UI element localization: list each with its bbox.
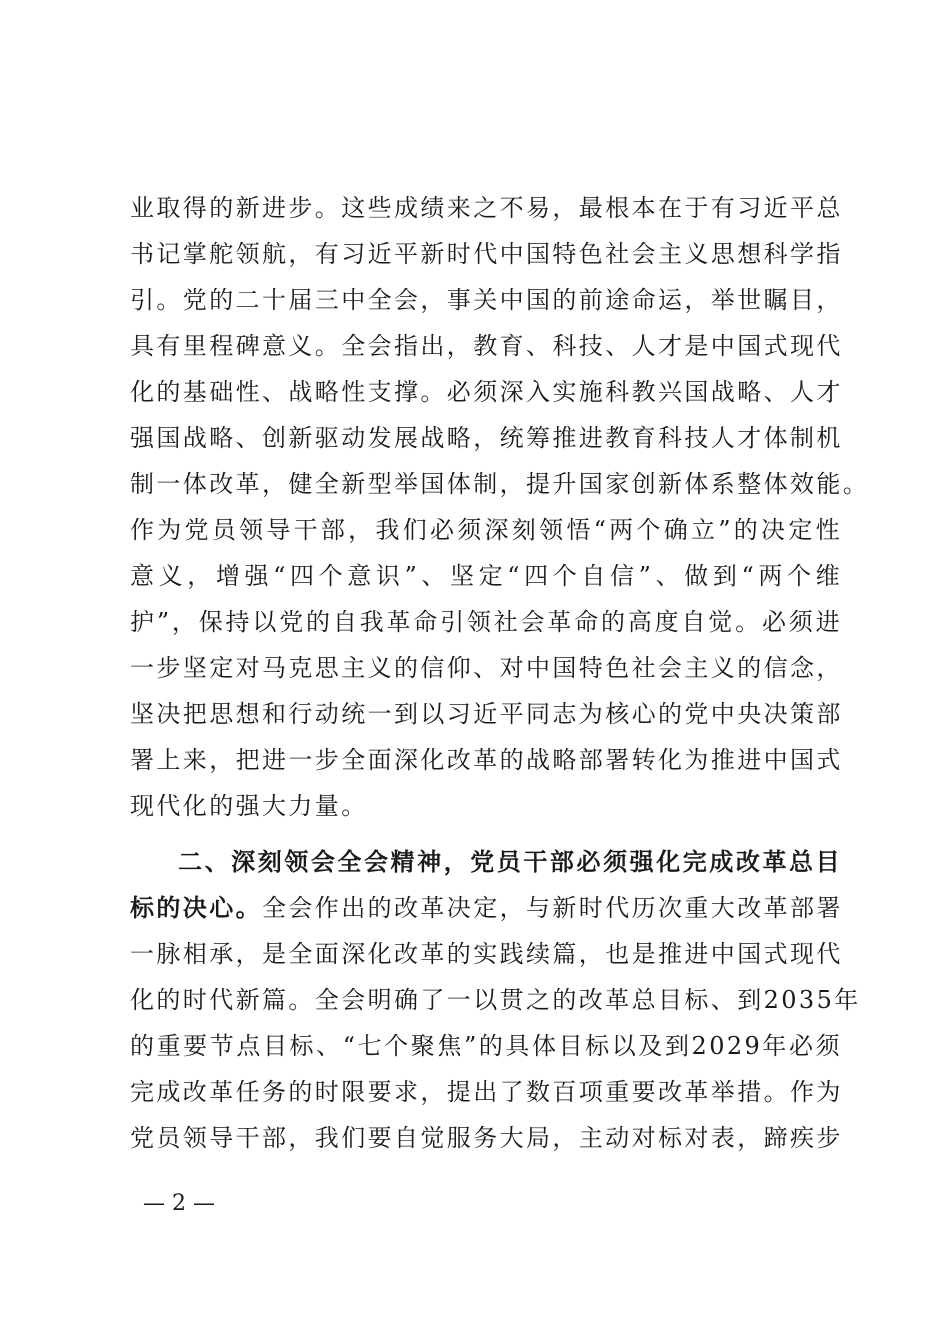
paragraph-line: 党员领导干部，我们要自觉服务大局，主动对标对表，蹄疾步 (130, 1124, 843, 1152)
paragraph-line: 一步坚定对马克思主义的信仰、对中国特色社会主义的信念， (130, 654, 843, 682)
paragraph-line: 业取得的新进步。这些成绩来之不易，最根本在于有习近平总 (130, 194, 843, 222)
paragraph-line: 书记掌舵领航，有习近平新时代中国特色社会主义思想科学指 (130, 240, 843, 268)
paragraph-line: 完成改革任务的时限要求，提出了数百项重要改革举措。作为 (130, 1078, 843, 1106)
section-heading-line (130, 839, 842, 885)
paragraph-line: 化的时代新篇。全会明确了一以贯之的改革总目标、到2035年 (130, 986, 861, 1014)
paragraph-line: 化的基础性、战略性支撑。必须深入实施科教兴国战略、人才 (130, 378, 843, 406)
paragraph-line: 署上来，把进一步全面深化改革的战略部署转化为推进中国式 (130, 746, 843, 774)
paragraph-line: 现代化的强大力量。 (130, 792, 368, 820)
paragraph-text: 全会作出的改革决定，与新时代历次重大改革部署 (262, 894, 843, 922)
paragraph-line: 强国战略、创新驱动发展战略，统筹推进教育科技人才体制机 (130, 424, 843, 452)
paragraph-line: 引。党的二十届三中全会，事关中国的前途命运，举世瞩目， (130, 286, 843, 314)
paragraph-line (130, 885, 842, 931)
paragraph-line: 的重要节点目标、“七个聚焦”的具体目标以及到2029年必须 (130, 1032, 842, 1060)
section-heading-end: 标的决心。 (130, 893, 262, 922)
paragraph-line: 意义，增强“四个意识”、坚定“四个自信”、做到“两个维 (130, 562, 842, 590)
paragraph-line: 护”，保持以党的自我革命引领社会革命的高度自觉。必须进 (130, 608, 842, 636)
paragraph-line: 一脉相承，是全面深化改革的实践续篇，也是推进中国式现代 (130, 940, 843, 968)
paragraph-line: 坚决把思想和行动统一到以习近平同志为核心的党中央决策部 (130, 700, 843, 728)
body-text (130, 185, 870, 1161)
page-number: — 2 — (143, 1191, 215, 1216)
section-heading: 二、深刻领会全会精神，党员干部必须强化完成改革总目 (178, 847, 842, 876)
paragraph-line: 制一体改革，健全新型举国体制，提升国家创新体系整体效能。 (130, 470, 870, 498)
paragraph-line: 具有里程碑意义。全会指出，教育、科技、人才是中国式现代 (130, 332, 843, 360)
paragraph-line: 作为党员领导干部，我们必须深刻领悟“两个确立”的决定性 (130, 516, 842, 544)
